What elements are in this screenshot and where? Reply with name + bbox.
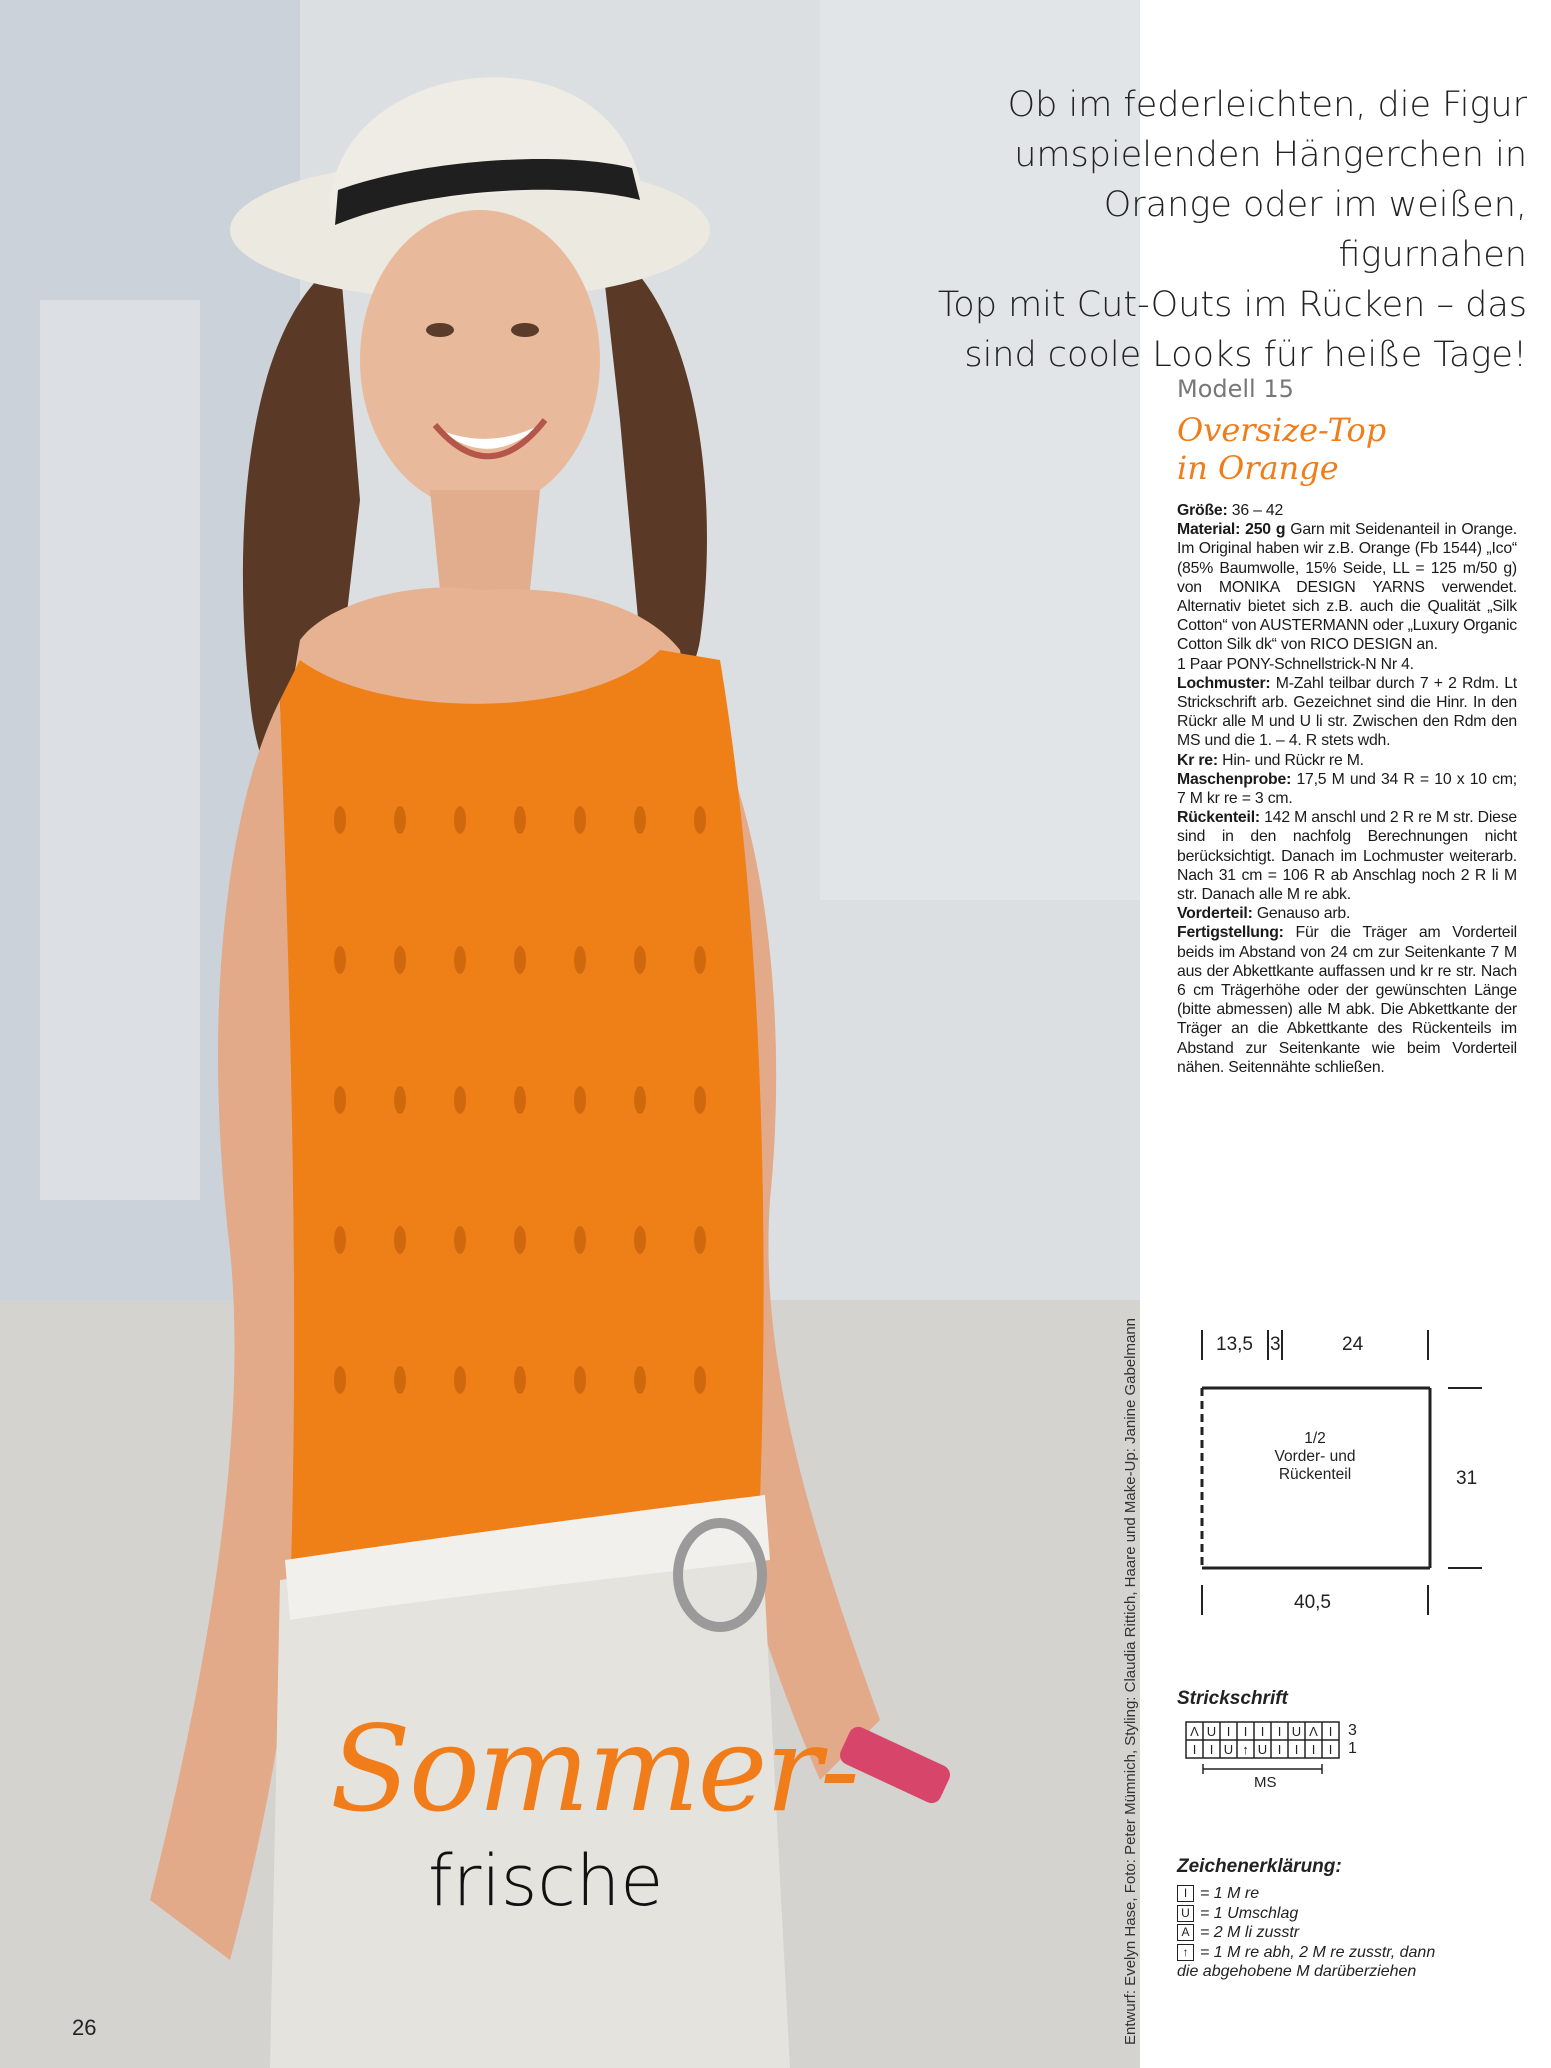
svg-text:I: I bbox=[1243, 1724, 1248, 1739]
instruction-label: Kr re: bbox=[1177, 751, 1218, 769]
page-number: 26 bbox=[72, 2015, 97, 2040]
svg-text:I: I bbox=[1260, 1724, 1265, 1739]
instruction-paragraph bbox=[1177, 808, 1517, 904]
instruction-paragraph bbox=[1177, 904, 1517, 923]
svg-text:I: I bbox=[1294, 1742, 1299, 1757]
svg-text:↑: ↑ bbox=[1242, 1742, 1249, 1757]
svg-text:I: I bbox=[1226, 1724, 1231, 1739]
lead-line: Top mit Cut-Outs im Rücken – das bbox=[937, 285, 1527, 325]
svg-text:I: I bbox=[1277, 1742, 1282, 1757]
svg-text:U: U bbox=[1206, 1724, 1217, 1739]
knit-stitch-icon: I bbox=[1177, 1885, 1194, 1902]
yarn-over-icon: U bbox=[1177, 1905, 1194, 1922]
instruction-text: Garn mit Seidenanteil in Orange. Im Original haben wir z.B. Orange (Fb 1544) „Ico“ (85% Baumwolle, 15% Seide, LL = 125 m/50 g) von MONIKA DESIGN YARNS verwendet. Alternativ bietet sich z.B. auch die Qualität „Silk Cotton“ von AUSTERMANN oder „Luxury Organic Cotton Silk dk“ von RICO DESIGN an. bbox=[1177, 521, 1517, 654]
symbol-legend bbox=[1177, 1884, 1537, 1982]
svg-text:U: U bbox=[1291, 1724, 1302, 1739]
legend-item bbox=[1177, 1904, 1537, 1924]
piece-label-line: Rückenteil bbox=[1278, 1466, 1352, 1483]
lead-line: umspielenden Hängerchen in bbox=[1014, 135, 1527, 175]
instruction-label: Vorderteil: bbox=[1177, 905, 1253, 923]
legend-heading: Zeichenerklärung: bbox=[1177, 1856, 1342, 1877]
svg-text:I: I bbox=[1328, 1724, 1333, 1739]
page-title-subline: frische bbox=[428, 1840, 664, 1922]
instruction-paragraph bbox=[1177, 655, 1517, 674]
chart-grid bbox=[1180, 1720, 1400, 1800]
lead-line: Orange oder im weißen, figurnahen bbox=[1103, 185, 1527, 275]
instruction-label: Lochmuster: bbox=[1177, 674, 1271, 692]
lead-line: sind coole Looks für heiße Tage! bbox=[964, 335, 1527, 375]
instruction-paragraph bbox=[1177, 923, 1517, 1077]
instruction-paragraph bbox=[1177, 520, 1517, 654]
pattern-column bbox=[1177, 375, 1517, 1077]
svg-text:I: I bbox=[1192, 1742, 1197, 1757]
legend-item bbox=[1177, 1943, 1537, 1963]
svg-text:I: I bbox=[1311, 1742, 1316, 1757]
instruction-paragraph bbox=[1177, 751, 1517, 770]
height-label: 31 bbox=[1456, 1468, 1478, 1489]
svg-text:Λ: Λ bbox=[1309, 1724, 1318, 1739]
legend-text: = 1 M re bbox=[1200, 1885, 1260, 1902]
instruction-text: 36 – 42 bbox=[1227, 502, 1284, 519]
instruction-label: Maschenprobe: bbox=[1177, 770, 1292, 788]
instruction-label: Größe: bbox=[1177, 502, 1228, 519]
model-number: Modell 15 bbox=[1177, 375, 1294, 403]
instructions bbox=[1177, 501, 1517, 1077]
lead-text bbox=[907, 80, 1527, 380]
model-title-line: in Orange bbox=[1177, 449, 1339, 487]
row-number: 3 bbox=[1348, 1722, 1357, 1739]
row-number: 1 bbox=[1348, 1740, 1357, 1757]
knitting-chart bbox=[1180, 1720, 1400, 1800]
svg-text:Λ: Λ bbox=[1190, 1724, 1199, 1739]
svg-text:I: I bbox=[1277, 1724, 1282, 1739]
legend-text: = 2 M li zusstr bbox=[1200, 1924, 1300, 1941]
photo-credits: Entwurf: Evelyn Hase, Foto: Peter Mümnich, Styling: Claudia Rittich, Haare und Make-Up: Janine Gabelmann bbox=[1122, 1317, 1139, 2045]
model-title bbox=[1177, 411, 1517, 487]
instruction-text: 142 M anschl und 2 R re M str. Diese sind in den nachfolg Berechnungen nicht berücksichtigt. Danach im Lochmuster weiterarb. Nach 31 cm = 106 R ab Anschlag noch 2 R li M str. Danach alle M re abk. bbox=[1177, 809, 1517, 904]
width-neck-label: 24 bbox=[1342, 1334, 1364, 1355]
double-decrease-icon: ↑ bbox=[1177, 1944, 1194, 1961]
instruction-label: Material: 250 g bbox=[1177, 521, 1286, 539]
legend-item bbox=[1177, 1923, 1537, 1943]
repeat-label: MS bbox=[1254, 1774, 1277, 1791]
instruction-text: M-Zahl teilbar durch 7 + 2 Rdm. Lt Strickschrift arb. Gezeichnet sind die Hinr. In den Rückr alle M und U li str. Zwischen den Rdm den MS und die 1. – 4. R stets wdh. bbox=[1177, 674, 1517, 750]
instruction-text: Genauso arb. bbox=[1252, 905, 1351, 923]
instruction-paragraph bbox=[1177, 770, 1517, 808]
legend-text: = 1 M re abh, 2 M re zusstr, dann bbox=[1200, 1943, 1436, 1961]
instruction-paragraph bbox=[1177, 501, 1517, 520]
lead-line: Ob im federleichten, die Figur bbox=[1007, 85, 1527, 125]
piece-label-line: Vorder- und bbox=[1274, 1448, 1356, 1465]
instruction-text: Hin- und Rückr re M. bbox=[1217, 751, 1364, 769]
svg-text:I: I bbox=[1209, 1742, 1214, 1757]
model-title-line: Oversize-Top bbox=[1177, 411, 1387, 449]
instruction-text: Für die Träger am Vorderteil beids im Abstand von 24 cm zur Seitenkante 7 M aus der Abkettkante auffassen und kr re str. Nach 6 cm Trägerhöhe oder der gewünschten Länge (bitte abmessen) alle M abk. Die Abkettkante der Träger an die Abkettkante des Rückenteils im Abstand zur Seitenkante wie beim Vorderteil nähen. Seitennähte schließen. bbox=[1177, 924, 1517, 1076]
width-bottom-label: 40,5 bbox=[1294, 1592, 1331, 1613]
schematic-diagram bbox=[1190, 1330, 1520, 1630]
svg-text:U: U bbox=[1223, 1742, 1234, 1757]
svg-text:I: I bbox=[1328, 1742, 1333, 1757]
svg-text:U: U bbox=[1257, 1742, 1268, 1757]
page-title-script: Sommer- bbox=[330, 1700, 858, 1838]
instruction-text: 1 Paar PONY-Schnellstrick-N Nr 4. bbox=[1177, 655, 1414, 673]
instruction-label: Rückenteil: bbox=[1177, 809, 1260, 827]
instruction-text: 17,5 M und 34 R = 10 x 10 cm; 7 M kr re = 3 cm. bbox=[1177, 770, 1517, 808]
piece-label bbox=[1230, 1430, 1400, 1484]
instruction-label: Fertigstellung: bbox=[1177, 924, 1284, 942]
width-shoulder-label: 13,5 bbox=[1216, 1334, 1253, 1355]
legend-text: = 1 Umschlag bbox=[1200, 1904, 1299, 1922]
piece-label-line: 1/2 bbox=[1304, 1430, 1326, 1447]
chart-heading: Strickschrift bbox=[1177, 1688, 1288, 1709]
width-strap-label: 3 bbox=[1270, 1334, 1281, 1355]
legend-item bbox=[1177, 1884, 1537, 1904]
legend-continuation: die abgehobene M darüberziehen bbox=[1177, 1963, 1417, 1980]
purl-decrease-icon: A bbox=[1177, 1924, 1194, 1941]
instruction-paragraph bbox=[1177, 674, 1517, 751]
